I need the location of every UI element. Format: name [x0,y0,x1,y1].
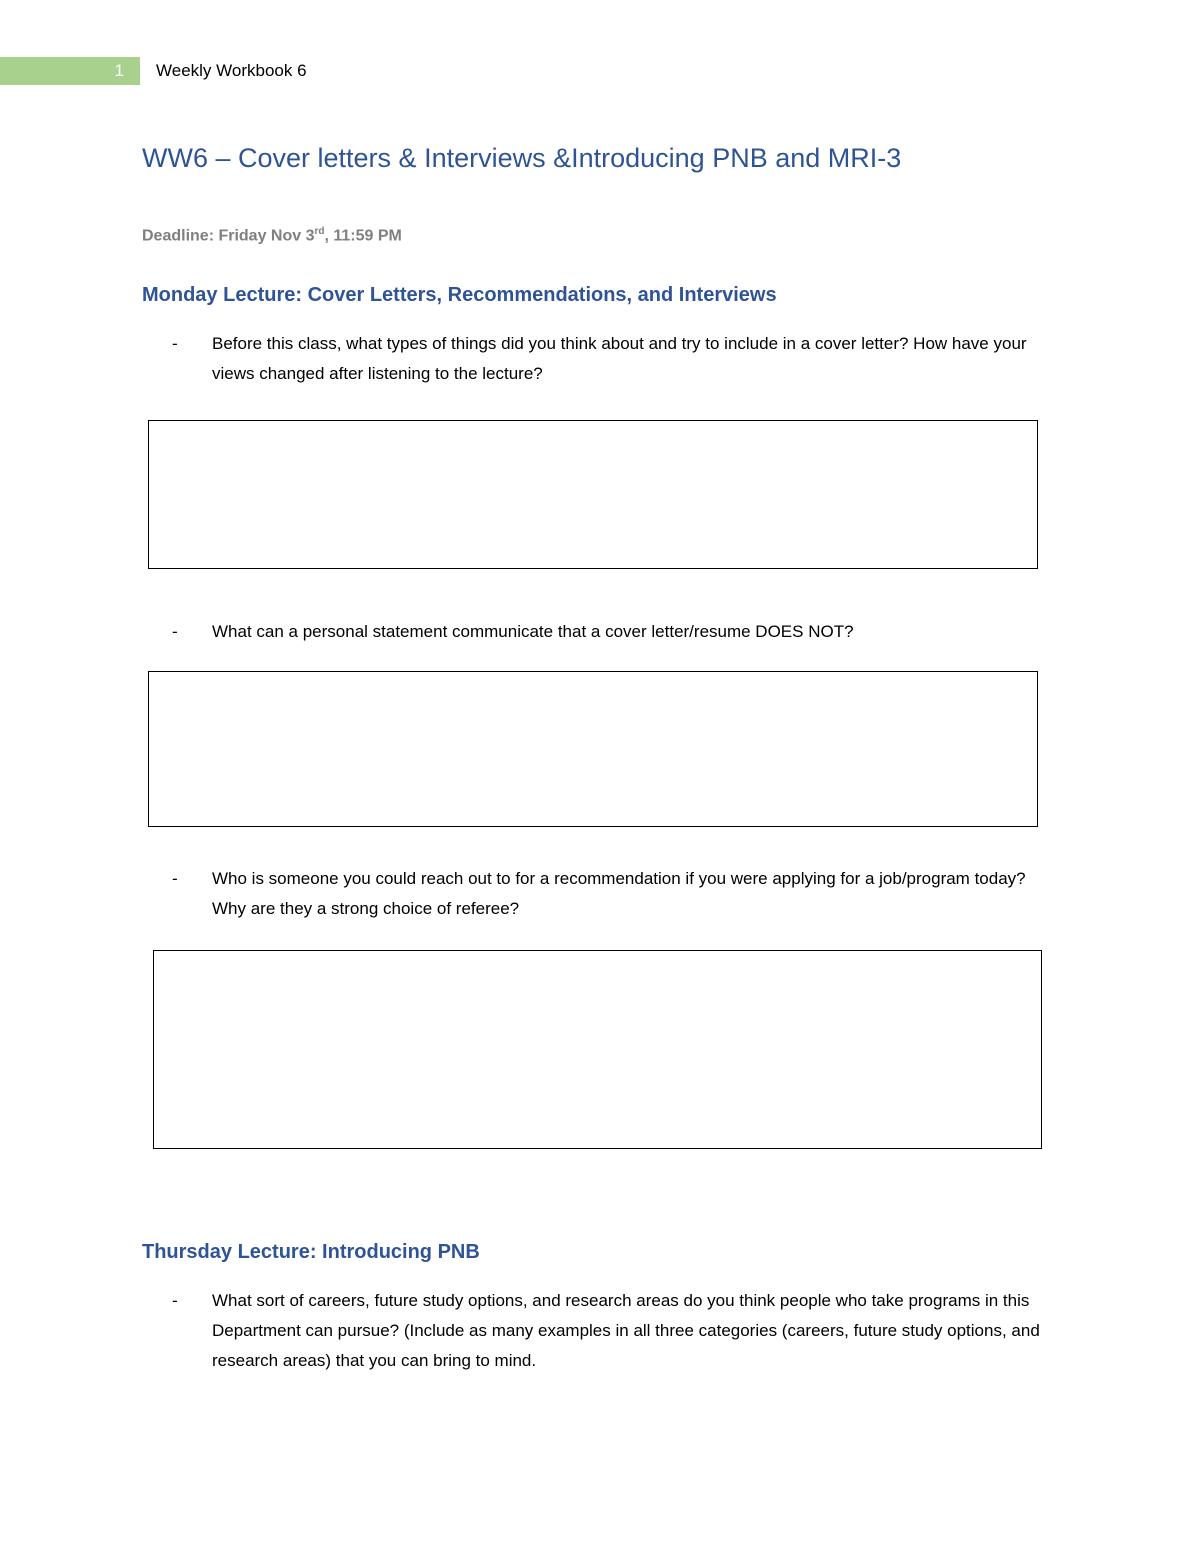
monday-section-heading: Monday Lecture: Cover Letters, Recommendations, and Interviews [142,284,777,306]
answer-box-2[interactable] [148,671,1038,827]
page-header [0,57,400,85]
bullet-dash: - [172,622,178,641]
question-text: Who is someone you could reach out to for a recommendation if you were applying for a job/program today? Why are they a strong choice of referee? [212,869,1026,918]
bullet-dash: - [172,869,178,888]
bullet-dash: - [172,334,178,353]
thursday-question-1 [172,1286,1052,1376]
document-title: WW6 – Cover letters & Interviews &Introducing PNB and MRI-3 [142,143,902,173]
bullet-dash: - [172,1291,178,1310]
question-text: Before this class, what types of things did you think about and try to include in a cover letter? How have your views changed after listening to the lecture? [212,334,1027,383]
monday-question-2 [172,617,1052,647]
thursday-section-heading: Thursday Lecture: Introducing PNB [142,1241,480,1263]
question-text: What can a personal statement communicate that a cover letter/resume DOES NOT? [212,622,854,641]
page-number: 1 [0,57,140,85]
answer-box-3[interactable] [153,950,1042,1149]
deadline [142,226,402,245]
header-title: Weekly Workbook 6 [156,61,307,80]
monday-question-1 [172,329,1052,389]
question-text: What sort of careers, future study options, and research areas do you think people who take programs in this Department can pursue? (Include as many examples in all three categories (careers, future study options, and research areas) that you can bring to mind. [212,1291,1040,1370]
answer-box-1[interactable] [148,420,1038,569]
deadline-prefix: Deadline: Friday Nov 3 [142,227,315,245]
deadline-suffix: , 11:59 PM [324,227,402,245]
monday-question-3 [172,864,1052,924]
deadline-ordinal: rd [314,226,325,237]
